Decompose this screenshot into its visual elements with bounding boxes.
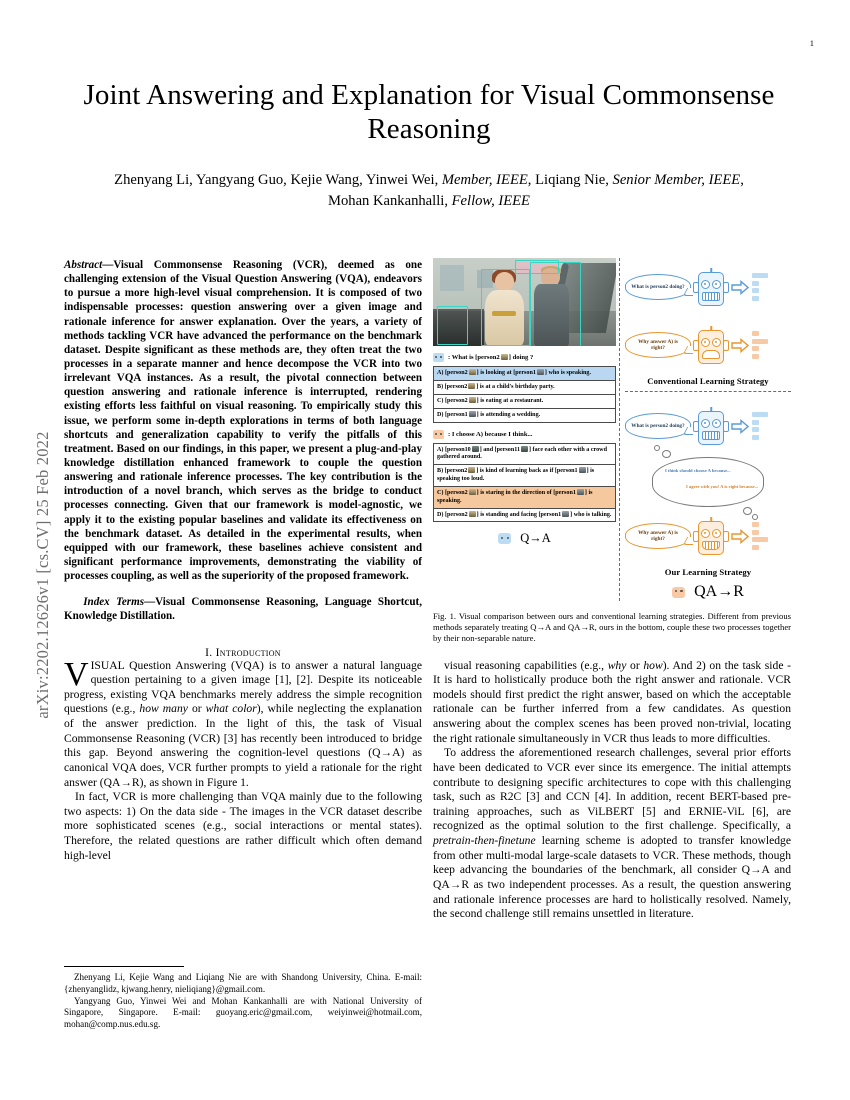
answer-c-id: C) xyxy=(437,397,444,404)
rationale-a-text-2: ] and [person11 xyxy=(479,446,520,453)
answer-d-text-2: ] is attending a wedding. xyxy=(476,411,541,418)
footnote-rule xyxy=(64,966,184,967)
thought-bubble xyxy=(652,457,764,507)
intro-p1-b: or xyxy=(187,702,206,716)
rationale-option-b[interactable] xyxy=(433,464,616,487)
rationale-c-text-1: [person2 xyxy=(444,489,468,496)
person-token-icon xyxy=(501,354,508,360)
blue-output-bars xyxy=(752,412,768,440)
answer-option-c[interactable] xyxy=(433,394,616,409)
intro-p3-b: or xyxy=(626,658,644,672)
left-column xyxy=(64,258,422,863)
panel-divider xyxy=(619,258,620,601)
bbox-sign xyxy=(515,260,559,274)
page-title: Joint Answering and Explanation for Visual Commonsense Reasoning xyxy=(83,79,775,146)
choose-row xyxy=(433,430,616,439)
conventional-strategy-label: Conventional Learning Strategy xyxy=(647,376,769,386)
person-token-icon xyxy=(468,467,475,473)
vcr-example-panel xyxy=(433,258,616,601)
footnote-block xyxy=(64,972,422,1031)
person-token-icon xyxy=(468,383,475,389)
rationale-c-id: C) xyxy=(437,489,444,496)
person-token-icon xyxy=(521,446,528,452)
section-heading-introduction: I. Introduction xyxy=(205,645,281,659)
answer-a-text-3: ] who is speaking. xyxy=(544,370,591,376)
right-arrow-icon xyxy=(731,419,749,434)
answer-b-text-1: [person2 xyxy=(444,383,468,390)
answer-c-text-2: ] is eating at a restaurant. xyxy=(476,397,544,404)
rationale-b-text-1: [person2 xyxy=(444,468,468,475)
author-line-1-a: Zhenyang Li, Yangyang Guo, Kejie Wang, Yinwei Wei, xyxy=(114,172,442,189)
figure-panels xyxy=(433,258,791,601)
rationale-b-text-2: ] is kind of learning back as if [person1 xyxy=(476,468,578,475)
answer-d-text-1: [person1 xyxy=(444,411,468,418)
intro-p1-c: ), while neglecting the explanation of the answer prediction. In the light of this, the task of Visual Commonsense Reasoning (VCR) [3] has recently been introduced to bridge this gap. Beyond answering the cognition-level questions (Q→A) as canonical VQA does, VCR further prompts to yield a rationale for the right answer (QA→R), as shown in Figure 1. xyxy=(64,702,422,789)
rationale-d-text-2: ] is standing and facing [person1 xyxy=(476,511,562,518)
abstract-section xyxy=(64,258,422,583)
drop-cap: V xyxy=(64,655,89,693)
question-suffix: ] doing ? xyxy=(508,354,534,361)
intro-p3-italic-2: how xyxy=(643,658,663,672)
question-prefix: : What is [person2 xyxy=(448,354,500,361)
speech-bubble-why: Why answer A) is right? xyxy=(625,523,691,549)
answer-b-text-2: ] is at a child's birthday party. xyxy=(476,383,555,390)
author-line-2-a: Mohan Kankanhalli, xyxy=(328,193,452,210)
intro-p1-italic-2: what color xyxy=(205,702,257,716)
our-strategy xyxy=(625,397,791,601)
intro-para-2: In fact, VCR is more challenging than VQA mainly due to the following two aspects: 1) On the data side - The images in the VCR dataset describe more sophisticated scenes (e.g., social interactions or mental states). Therefore, the related questions are rather difficult which often demand high-level xyxy=(64,790,422,862)
blue-robot-icon xyxy=(694,268,728,306)
right-arrow-icon xyxy=(731,280,749,295)
choose-text: : I choose A) because I think... xyxy=(448,430,533,438)
intro-p4-a: To address the aforementioned research challenges, several prior efforts have been dedicated to VCR ever since its emergence. The initial attempts contribute to designing specific architectures to cope with this challenging task, such as R2C [3] and CCN [4]. In addition, recent BERT-based pre-training approaches, such as ViLBERT [5] and ERNIE-ViL [6], are recognized as the optimal solution to the first challenge. Specifically, a xyxy=(433,746,791,833)
index-terms-section xyxy=(64,595,422,623)
person-token-icon xyxy=(469,397,476,403)
person-token-icon xyxy=(469,511,476,517)
figure-caption xyxy=(433,611,791,645)
rationale-a-id: A) xyxy=(437,446,444,453)
figure-caption-label: Fig. 1. xyxy=(433,611,457,621)
blue-robot-icon xyxy=(694,407,728,445)
right-arrow-icon xyxy=(731,529,749,544)
answer-b-id: B) xyxy=(437,383,444,390)
qar-label: QA→R xyxy=(694,583,744,600)
bbox-person1 xyxy=(530,262,581,346)
abstract-label: Abstract xyxy=(64,259,103,271)
strategy-panel xyxy=(625,258,791,601)
person-token-icon xyxy=(469,369,476,375)
our-strategy-label: Our Learning Strategy xyxy=(664,567,752,577)
footnote-2: Yangyang Guo, Yinwei Wei and Mohan Kankanhalli are with National University of Singapore, Singapore. E-mail: guoyang.eric@gmail.com, weiyinwei@hotmail.com, mohan@comp.nus.edu.sg. xyxy=(64,995,422,1030)
intro-p1-italic-1: how many xyxy=(139,702,188,716)
rationale-b-text-3: ] is speaking too loud. xyxy=(437,468,595,483)
answer-a-id: A) xyxy=(437,370,444,376)
bbox-person2 xyxy=(481,269,531,346)
right-column-text xyxy=(433,659,791,922)
rationale-c-text-3: ] is speaking. xyxy=(437,489,593,504)
blue-output-bars xyxy=(752,273,768,301)
author-list xyxy=(64,170,794,211)
abstract-text: —Visual Commonsense Reasoning (VCR), deemed as one challenging extension of the Visual Question Answering (VQA), endeavors to pursue a more high-level visual comprehension. It is composed of two indispensable processes: question answering over a given image and rationale inference for answer explanation. Over the years, a variety of methods tackling VCR have advanced the performance on the benchmark dataset. Despite significant as these methods are, they often treat the two processes in a separate manner and hence decompose the VCR into two irrelevant VQA instances. As a result, the pivotal connection between question answering and rationale inference is interrupted, rendering existing efforts less faithful on visual reasoning. To empirically study this issue, we perform some in-depth explorations in terms of both language shortcuts and generalization capability to verify the pitfalls of this treatment. Based on our findings, in this paper, we present a plug-and-play knowledge distillation enhanced framework to couple the question answering and rationale inference processes. The key contribution is the introduction of a novel branch, which serves as the bridge to conduct processes connecting. Given that our framework is model-agnostic, we apply it to the existing popular baselines and validate its effectiveness on the benchmark dataset. As detailed in the experimental results, when equipped with our framework, these baselines achieve consistent and significant performance improvements, demonstrating the viability of processes coupling, as well as the superiority of the proposed framework. xyxy=(64,259,422,583)
qa-footer xyxy=(433,531,616,546)
conventional-strategy xyxy=(625,258,791,386)
answer-d-id: D) xyxy=(437,411,444,418)
intro-p1-a: ISUAL Question Answering (VQA) is to answer a natural language question pertaining to a given image [1], [2]. Despite its noticeable progress, existing VQA benchmarks merely address the simple recognition questions (e.g., xyxy=(64,658,422,716)
author-line-1-e: , xyxy=(740,172,744,189)
figure-caption-text: Visual comparison between ours and conventional learning strategies. Different from previous methods separately treating Q→A and QA→R, ours in the bottom, couple these two processes together by their non-separable nature. xyxy=(433,611,791,644)
speech-bubble-question: What is person2 doing? xyxy=(625,413,691,439)
rationale-option-d[interactable] xyxy=(433,508,616,523)
answer-option-a[interactable] xyxy=(433,366,616,381)
answer-a-text-1: [person2 xyxy=(444,370,468,376)
orange-robot-icon xyxy=(694,326,728,364)
arxiv-stamp: arXiv:2202.12626v1 [cs.CV] 25 Feb 2022 xyxy=(33,431,52,719)
conventional-qa-row xyxy=(625,258,791,316)
intro-p3-italic-1: why xyxy=(607,658,627,672)
rationale-c-text-2: ] is staring in the direction of [person1 xyxy=(476,489,576,496)
blue-robot-icon xyxy=(498,533,511,544)
footnote-1: Zhenyang Li, Kejie Wang and Liqiang Nie are with Shandong University, China. E-mail: {zhenyanglidz, kjwang.henry, nieliqiang}@gmail.com. xyxy=(64,972,422,994)
qar-footer xyxy=(625,583,791,601)
bbox-crowd xyxy=(437,306,468,345)
orange-robot-icon xyxy=(694,517,728,555)
intro-p4-italic-1: pretrain-then-finetune xyxy=(433,834,536,848)
person-token-icon xyxy=(577,489,584,495)
rationale-d-text-1: [person2 xyxy=(444,511,468,518)
answer-option-b[interactable] xyxy=(433,380,616,395)
author-role-member: Member, IEEE xyxy=(441,172,528,189)
rationale-d-id: D) xyxy=(437,511,444,518)
person-token-icon xyxy=(469,411,476,417)
our-qar-row xyxy=(625,507,791,565)
intro-p3-a: visual reasoning capabilities (e.g., xyxy=(444,658,608,672)
page-number: 1 xyxy=(809,38,814,48)
rationale-b-id: B) xyxy=(437,468,444,475)
scene-photograph xyxy=(433,258,616,346)
rationale-a-text-1: [person10 xyxy=(444,446,471,453)
author-role-fellow: Fellow, IEEE xyxy=(451,193,530,210)
rationale-d-text-3: ] who is talking. xyxy=(570,511,612,518)
answer-a-text-2: ] is looking at [person1 xyxy=(476,370,536,376)
orange-robot-icon xyxy=(433,430,444,439)
intro-para-1 xyxy=(64,655,422,791)
thought-text-blue: I think should choose A because... xyxy=(665,468,731,473)
answer-c-text-1: [person2 xyxy=(444,397,468,404)
intro-para-3 xyxy=(433,659,791,747)
rationale-option-a[interactable] xyxy=(433,443,616,466)
person-token-icon xyxy=(469,489,476,495)
our-qa-row xyxy=(625,397,791,455)
question-row xyxy=(433,353,616,362)
orange-robot-icon xyxy=(672,587,685,598)
intro-p3-c: ). And 2) on the task side - It is hard to holistically produce both the right answer and rationale. VCR models should first predict the right answer, based on which the acceptable rationale can be further inferred from a few candidates. As question answering about the complex scenes has been proved non-trivial, locating the right rationale simultaneously in VCR thus leads to more difficulties. xyxy=(433,658,791,745)
blue-robot-icon xyxy=(433,353,444,362)
right-arrow-icon xyxy=(731,338,749,353)
qa-label: Q→A xyxy=(520,531,551,546)
orange-output-bars xyxy=(752,522,768,550)
figure-1 xyxy=(433,258,791,922)
intro-para-4 xyxy=(433,746,791,922)
conventional-qar-row xyxy=(625,316,791,374)
answer-option-d[interactable] xyxy=(433,408,616,423)
strategy-separator xyxy=(625,391,791,392)
rationale-a-text-3: ] face each other with a crowd gathered around. xyxy=(437,446,607,461)
intro-first-paragraph xyxy=(64,655,422,791)
author-line-1-c: , Liqiang Nie, xyxy=(527,172,613,189)
index-terms-text: —Visual Commonsense Reasoning, Language Shortcut, Knowledge Distillation. xyxy=(64,596,422,623)
index-terms-label: Index Terms xyxy=(83,596,145,609)
thought-text-orange: I agree with you! A is right because... xyxy=(686,484,759,489)
person-token-icon xyxy=(472,446,479,452)
orange-output-bars xyxy=(752,331,768,359)
person-token-icon xyxy=(579,467,586,473)
question-text xyxy=(448,354,533,361)
person-token-icon xyxy=(562,511,569,517)
rationale-option-c[interactable] xyxy=(433,486,616,509)
speech-bubble-question: What is person2 doing? xyxy=(625,274,691,300)
title-block xyxy=(64,78,794,212)
author-role-senior-member: Senior Member, IEEE xyxy=(612,172,741,189)
person-token-icon xyxy=(537,369,544,375)
speech-bubble-why: Why answer A) is right? xyxy=(625,332,691,358)
intro-p4-b: learning scheme is adopted to transfer knowledge from other multi-modal large-scale datasets to VCR. These methods, though keep advancing the boundaries of the benchmark, all consider Q→A and QA→R as two independent processes. As a result, the question answering and rationale inference processes are hard to holistically resolved. Namely, the second challenge still remains unsettled in literature. xyxy=(433,834,791,921)
